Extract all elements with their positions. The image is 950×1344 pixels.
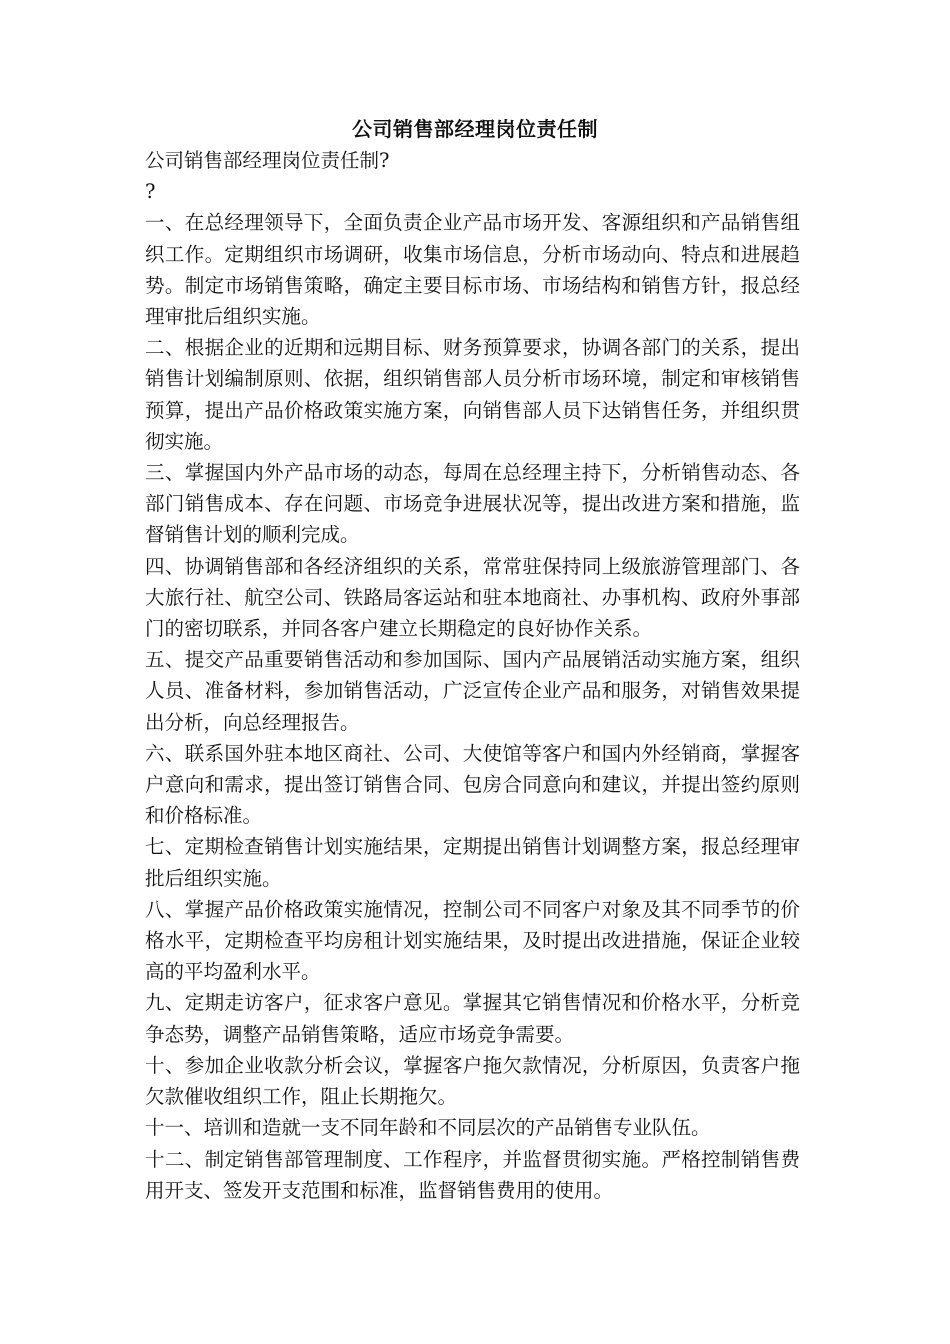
document-title: 公司销售部经理岗位责任制 (352, 117, 598, 141)
paragraph-item-7: 七、定期检查销售计划实施结果，定期提出销售计划调整方案，报总经理审批后组织实施。 (145, 835, 800, 890)
paragraph-subtitle: 公司销售部经理岗位责任制? (145, 149, 390, 172)
paragraph-item-8: 八、掌握产品价格政策实施情况，控制公司不同客户对象及其不同季节的价格水平，定期检查平均房租计划实施结果，及时提出改进措施，保证企业较高的平均盈利水平。 (145, 897, 800, 984)
document-body (145, 145, 800, 1206)
paragraph-item-11: 十一、培训和造就一支不同年龄和不同层次的产品销售专业队伍。 (145, 1116, 711, 1140)
paragraph-item-3: 三、掌握国内外产品市场的动态，每周在总经理主持下，分析销售动态、各部门销售成本、存在问题、市场竞争进展状况等，提出改进方案和措施，监督销售计划的顺利完成。 (145, 461, 800, 547)
paragraph-item-5: 五、提交产品重要销售活动和参加国际、国内产品展销活动实施方案，组织人员、准备材料，参加销售活动，广泛宣传企业产品和服务，对销售效果提出分析，向总经理报告。 (145, 648, 800, 734)
paragraph-item-4: 四、协调销售部和各经济组织的关系，常常驻保持同上级旅游管理部门、各大旅行社、航空公司、铁路局客运站和驻本地商社、办事机构、政府外事部门的密切联系，并同各客户建立长期稳定的良好协作关系。 (145, 554, 800, 641)
paragraph-item-1: 一、在总经理领导下，全面负责企业产品市场开发、客源组织和产品销售组织工作。定期组织市场调研，收集市场信息，分析市场动向、特点和进展趋势。制定市场销售策略，确定主要目标市场、市场结构和销售方针，报总经理审批后组织实施。 (145, 211, 800, 329)
paragraph-item-12: 十二、制定销售部管理制度、工作程序，并监督贯彻实施。严格控制销售费用开支、签发开支范围和标准，监督销售费用的使用。 (145, 1147, 800, 1202)
paragraph-item-2: 二、根据企业的近期和远期目标、财务预算要求，协调各部门的关系，提出销售计划编制原则、依据，组织销售部人员分析市场环境，制定和审核销售预算，提出产品价格政策实施方案，向销售部人员下达销售任务，并组织贯彻实施。 (145, 336, 800, 453)
paragraph-item-6: 六、联系国外驻本地区商社、公司、大使馆等客户和国内外经销商，掌握客户意向和需求，提出签订销售合同、包房合同意向和建议，并提出签约原则和价格标准。 (145, 741, 800, 828)
paragraph-item-9: 九、定期走访客户，征求客户意见。掌握其它销售情况和价格水平，分析竞争态势，调整产品销售策略，适应市场竞争需要。 (145, 991, 800, 1046)
paragraph-item-10: 十、参加企业收款分析会议，掌握客户拖欠款情况，分析原因，负责客户拖欠款催收组织工作，阻止长期拖欠。 (145, 1053, 800, 1109)
paragraph-placeholder: ? (145, 180, 156, 204)
